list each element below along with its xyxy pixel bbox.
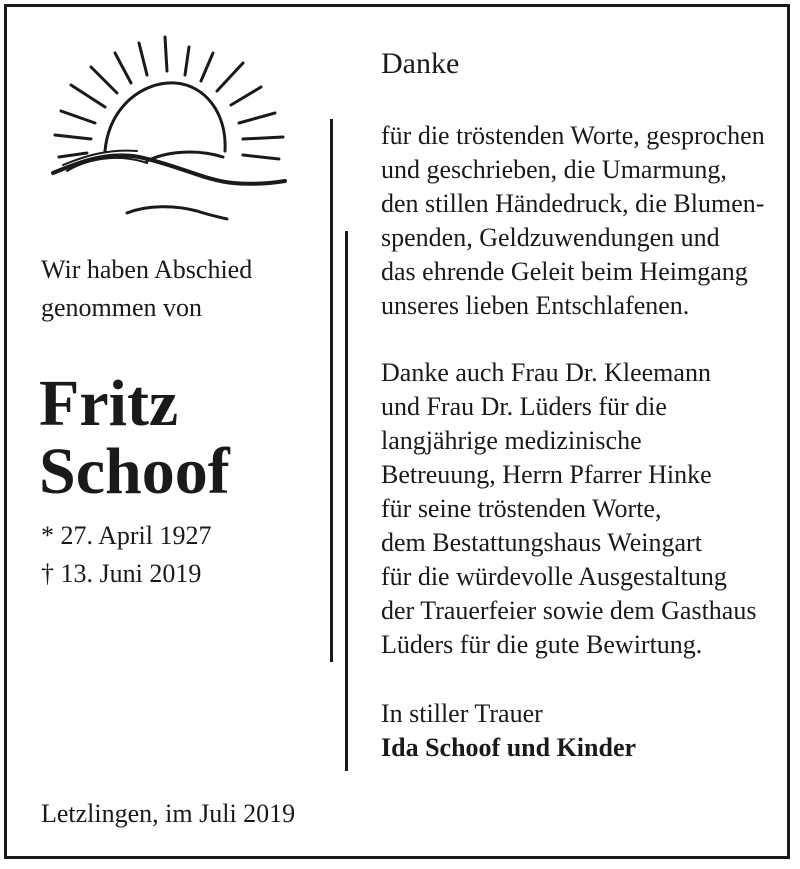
text-line: langjährige medizinische xyxy=(381,426,642,455)
divider-line xyxy=(345,231,348,771)
text-line: für seine tröstenden Worte, xyxy=(381,494,662,523)
deceased-first-name: Fritz xyxy=(39,367,179,440)
text-line: Lüders für die gute Bewirtung. xyxy=(381,630,703,659)
place-and-date: Letzlingen, im Juli 2019 xyxy=(41,799,296,828)
divider-line xyxy=(330,119,333,662)
birth-date: * 27. April 1927 xyxy=(41,521,212,550)
closing-phrase: In stiller Trauer xyxy=(381,699,543,728)
thanks-paragraph-1 xyxy=(381,119,765,323)
text-line: unseres lieben Entschlafenen. xyxy=(381,291,690,320)
intro-line: genommen von xyxy=(41,293,203,322)
text-line: und Frau Dr. Lüders für die xyxy=(381,392,667,421)
closing-block xyxy=(381,697,636,765)
sun-over-hills-icon xyxy=(47,33,289,233)
text-line: dem Bestattungshaus Weingart xyxy=(381,528,702,557)
intro-line: Wir haben Abschied xyxy=(41,255,253,284)
thanks-paragraph-2 xyxy=(381,356,756,662)
text-line: den stillen Händedruck, die Blumen- xyxy=(381,189,765,218)
text-line: das ehrende Geleit beim Heimgang xyxy=(381,257,748,286)
deceased-last-name: Schoof xyxy=(39,435,230,508)
text-line: der Trauerfeier sowie dem Gasthaus xyxy=(381,596,757,625)
text-line: Betreuung, Herrn Pfarrer Hinke xyxy=(381,460,712,489)
life-dates xyxy=(41,517,211,593)
text-line: spenden, Geldzuwendungen und xyxy=(381,223,720,252)
text-line: Danke auch Frau Dr. Kleemann xyxy=(381,358,711,387)
text-line: für die tröstenden Worte, gesprochen xyxy=(381,121,765,150)
death-date: † 13. Juni 2019 xyxy=(41,559,202,588)
thanks-title: Danke xyxy=(381,47,460,80)
text-line: und geschrieben, die Umarmung, xyxy=(381,155,727,184)
obituary-notice xyxy=(4,4,790,859)
intro-text xyxy=(41,251,252,327)
signature: Ida Schoof und Kinder xyxy=(381,733,637,762)
text-line: für die würdevolle Ausgestaltung xyxy=(381,562,727,591)
